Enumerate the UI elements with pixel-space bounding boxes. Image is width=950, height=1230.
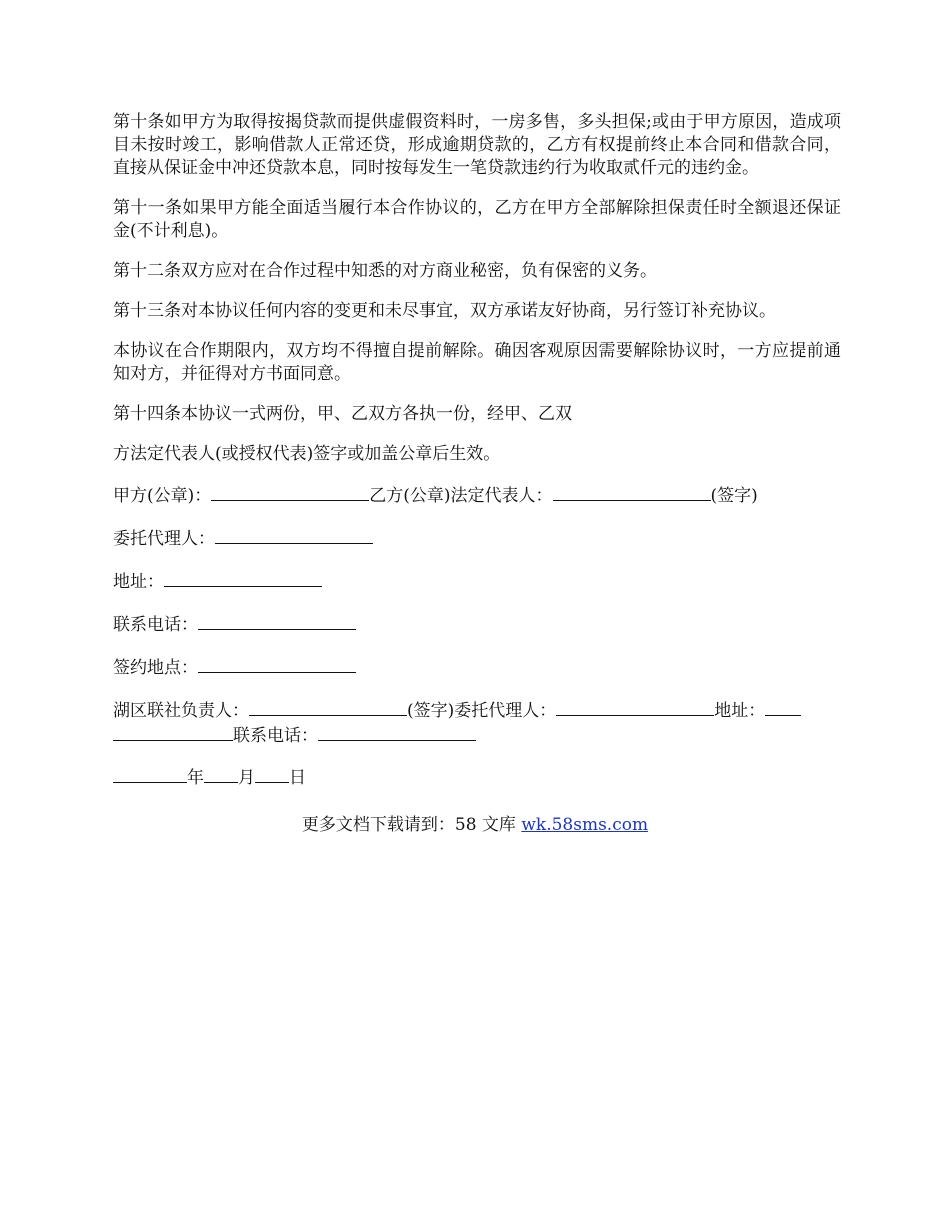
phone-label: 联系电话： (113, 615, 198, 635)
agent-label: 委托代理人： (113, 529, 215, 549)
huqu-signature-block (113, 698, 841, 748)
document-body (113, 111, 841, 808)
huqu-agent-blank (556, 698, 714, 716)
phone-blank (198, 612, 356, 630)
clause-14-line-1: 第十四条本协议一式两份，甲、乙双方各执一份，经甲、乙双 (113, 404, 572, 424)
year-label: 年 (187, 768, 204, 788)
address-blank (164, 569, 322, 587)
month-blank (204, 765, 238, 783)
address-label: 地址： (113, 572, 164, 592)
footer-link[interactable]: wk.58sms.com (521, 815, 649, 835)
huqu-agent-label: 委托代理人： (454, 701, 557, 721)
month-label: 月 (238, 768, 255, 788)
day-blank (255, 765, 289, 783)
agent-blank (215, 526, 373, 544)
clause-12: 第十二条双方应对在合作过程中知悉的对方商业秘密，负有保密的义务。 (113, 261, 657, 281)
phone-line (113, 612, 841, 637)
party-a-label: 甲方(公章)： (113, 486, 212, 506)
huqu-head-blank (249, 698, 407, 716)
huqu-address-label: 地址： (714, 701, 766, 721)
sign-suffix: (签字) (710, 486, 758, 506)
download-footer (0, 814, 950, 837)
footer-text: 更多文档下载请到：58 文库 (301, 815, 522, 835)
place-line (113, 655, 841, 680)
day-label: 日 (289, 768, 306, 788)
clause-14-line-2: 方法定代表人(或授权代表)签字或加盖公章后生效。 (113, 444, 501, 464)
huqu-sign-suffix: (签字) (407, 701, 455, 721)
place-blank (198, 655, 356, 673)
huqu-address-blank-a (765, 698, 801, 716)
party-b-rep-blank (553, 483, 711, 501)
huqu-address-blank-b (113, 723, 233, 741)
agent-line (113, 526, 841, 551)
party-a-blank (211, 483, 369, 501)
huqu-label: 湖区联社负责人： (113, 701, 249, 721)
place-label: 签约地点： (113, 658, 198, 678)
clause-11: 第十一条如果甲方能全面适当履行本合作协议的，乙方在甲方全部解除担保责任时全额退还保证金(不计利息)。 (113, 198, 841, 241)
party-signature-line (113, 483, 841, 508)
address-line (113, 569, 841, 594)
date-line (113, 765, 841, 790)
huqu-phone-blank (318, 723, 476, 741)
termination-clause: 本协议在合作期限内，双方均不得擅自提前解除。确因客观原因需要解除协议时，一方应提前通知对方，并征得对方书面同意。 (113, 341, 841, 384)
clause-13: 第十三条对本协议任何内容的变更和未尽事宜，双方承诺友好协商，另行签订补充协议。 (113, 301, 776, 321)
huqu-phone-label: 联系电话： (233, 726, 318, 746)
year-blank (113, 765, 187, 783)
clause-10: 第十条如甲方为取得按揭贷款而提供虚假资料时，一房多售，多头担保;或由于甲方原因，造成项目未按时竣工，影响借款人正常还贷，形成逾期贷款的，乙方有权提前终止本合同和借款合同，直接从保证金中冲还贷款本息，同时按每发生一笔贷款违约行为收取贰仟元的违约金。 (113, 112, 841, 178)
party-b-label: 乙方(公章)法定代表人： (369, 486, 553, 506)
